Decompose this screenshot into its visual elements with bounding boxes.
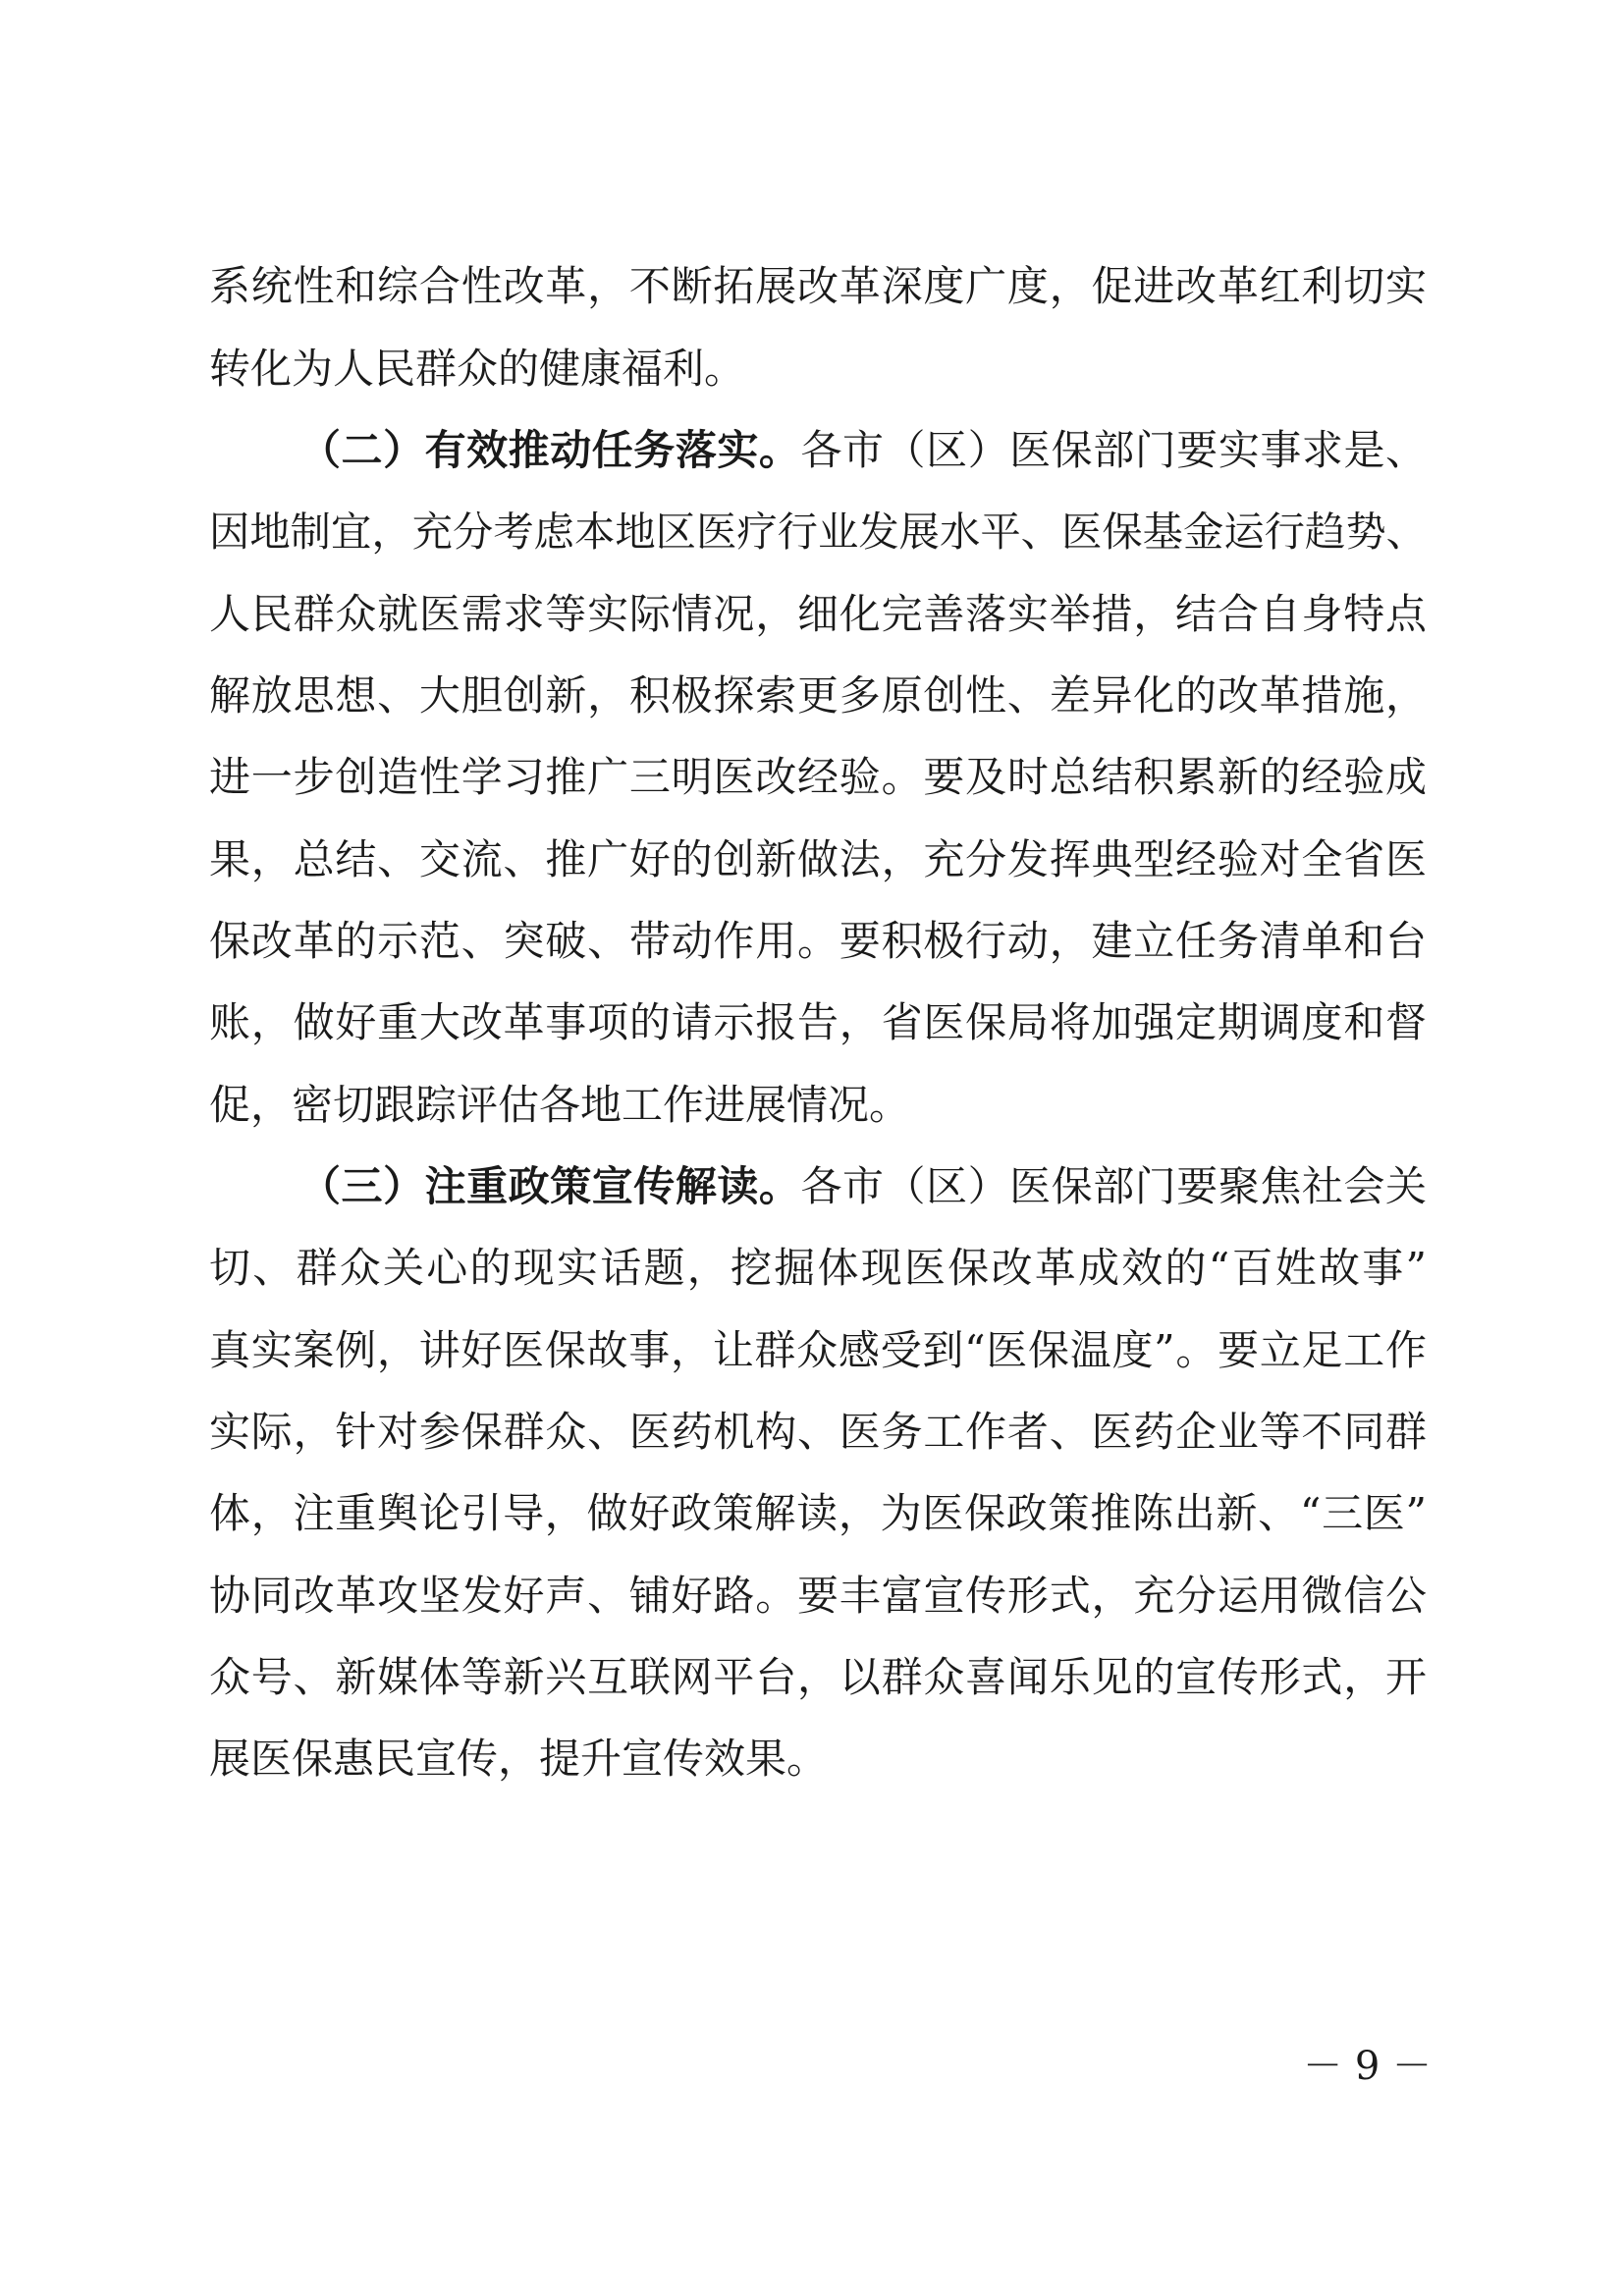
paragraph-line: 解放思想、大胆创新，积极探索更多原创性、差异化的改革措施，: [209, 671, 1427, 720]
paragraph-first-line: [299, 1157, 1427, 1216]
paragraph-line: 进一步创造性学习推广三明医改经验。要及时总结积累新的经验成: [209, 753, 1427, 801]
paragraph-line: 展医保惠民宣传，提升宣传效果。: [209, 1735, 829, 1783]
paragraph-line: 切、群众关心的现实话题，挖掘体现医保改革成效的“百姓故事”: [209, 1244, 1427, 1292]
paragraph-line: 保改革的示范、突破、带动作用。要积极行动，建立任务清单和台: [209, 917, 1427, 965]
paragraph-line: 人民群众就医需求等实际情况，细化完善落实举措，结合自身特点: [209, 590, 1427, 638]
paragraph-line: 实际，针对参保群众、医药机构、医务工作者、医药企业等不同群: [209, 1408, 1427, 1456]
section-heading: （二）有效推动任务落实。: [299, 426, 801, 474]
section-heading: （三）注重政策宣传解读。: [299, 1162, 801, 1210]
paragraph-line: 账，做好重大改革事项的请示报告，省医保局将加强定期调度和督: [209, 998, 1427, 1046]
paragraph-line: 体，注重舆论引导，做好政策解读，为医保政策推陈出新、“三医”: [209, 1489, 1427, 1537]
paragraph-line: 系统性和综合性改革，不断拓展改革深度广度，促进改革红利切实: [209, 262, 1427, 310]
paragraph-text: 各市（区）医保部门要聚焦社会关: [800, 1162, 1427, 1210]
paragraph-line: 促，密切跟踪评估各地工作进展情况。: [209, 1081, 911, 1129]
paragraph-line: 转化为人民群众的健康福利。: [209, 345, 746, 393]
paragraph-line: 众号、新媒体等新兴互联网平台，以群众喜闻乐见的宣传形式，开: [209, 1653, 1427, 1701]
paragraph-line: 因地制宜，充分考虑本地区医疗行业发展水平、医保基金运行趋势、: [209, 508, 1427, 556]
page-number: － 9 －: [1303, 2044, 1432, 2089]
paragraph-line: 协同改革攻坚发好声、铺好路。要丰富宣传形式，充分运用微信公: [209, 1572, 1427, 1620]
paragraph-text: 各市（区）医保部门要实事求是、: [800, 426, 1427, 474]
paragraph-line: 真实案例，讲好医保故事，让群众感受到“医保温度”。要立足工作: [209, 1326, 1427, 1374]
paragraph-first-line: [299, 421, 1427, 480]
paragraph-line: 果，总结、交流、推广好的创新做法，充分发挥典型经验对全省医: [209, 835, 1427, 883]
